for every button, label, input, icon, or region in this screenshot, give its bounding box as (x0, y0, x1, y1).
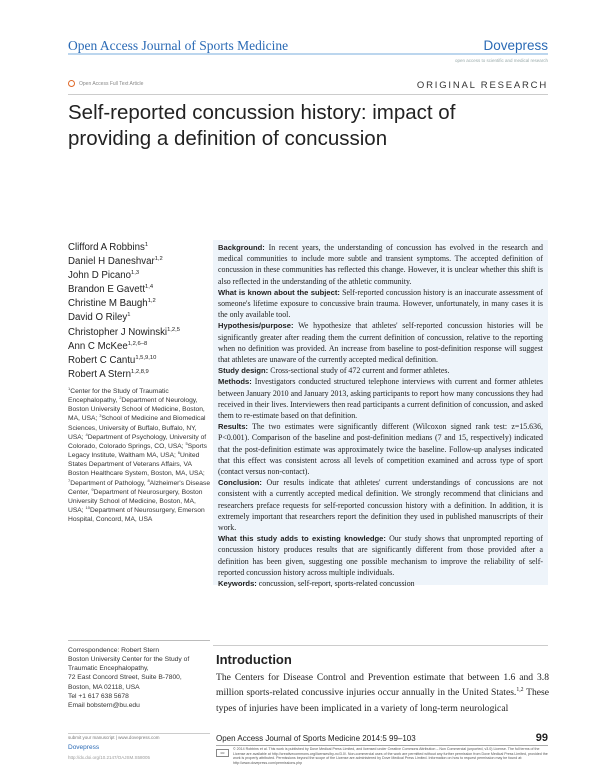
abstract-paragraph: Methods: Investigators conducted structured telephone interviews with current and former athletes between January 2010 and January 2013, asking participants to report how many concussions they had received in their lives. Interviewers then read participants a current definition of concussion, and asked them to re-estimate based on that definition. (218, 377, 543, 421)
open-access-label (68, 80, 143, 87)
author[interactable]: Brandon E Gavett$^{1,4}$ (68, 284, 154, 296)
correspondence (68, 646, 213, 710)
abstract-paragraph: What is known about the subject: Self-reported concussion history is an inaccurate assessment of someone's lifetime exposure to concussive brain trauma. However, unfortunately, in many cases it is the only available tool. (218, 287, 543, 320)
abstract-keywords: Keywords: concussion, self-report, sports-related concussion (218, 579, 415, 589)
correspondence-line: Tel +1 617 638 5678 (68, 692, 129, 700)
author[interactable]: Ann C McKee$^{1,2,6-8}$ (68, 340, 148, 352)
affiliations: $^1$Center for the Study of Traumatic Encephalopathy, $^2$Department of Neurology, Boston University School of Medicine, Boston, MA, USA; $^3$School of Medicine and Biomedical Sciences, University of Buffalo, Buffalo, NY, USA; $^4$Department of Psychology, University of Colorado, Colorado Springs, CO, USA; $^5$Sports Legacy Institute, Waltham MA, USA; $^6$United States Department of Veterans Affairs, VA Boston Healthcare System, Boston, MA, USA; $^7$Department of Pathology, $^8$Alzheimer's Disease Center, $^9$Department of Neurosurgery, Boston University School of Medicine, Boston, MA, USA; $^{10}$Department of Neurosurgery, Emerson Hospital, Concord, MA, USA (68, 385, 211, 524)
header-rule (68, 53, 548, 55)
publisher-logo[interactable]: Dovepress (483, 38, 548, 53)
author[interactable]: John D Picano$^{1,3}$ (68, 269, 140, 282)
page-number: 99 (535, 732, 548, 744)
author[interactable]: Robert A Stern$^{1,2,8,9}$ (68, 368, 149, 380)
author[interactable]: Christopher J Nowinski$^{1,2,5}$ (68, 326, 180, 338)
correspondence-label: Correspondence: Robert Stern (68, 647, 160, 654)
journal-name[interactable]: Open Access Journal of Sports Medicine (68, 38, 289, 53)
abstract-paragraph: What this study adds to existing knowledge: Our study shows that unprompted reporting of concussion history produces results that are significantly different from those provided after a definition has been given, suggesting one possible mechanism to improve the reliability of self-reported concussion history across multiple individuals. (218, 534, 544, 577)
author[interactable]: Daniel H Daneshvar$^{1,2}$ (68, 255, 163, 268)
correspondence-line: Boston, MA 02118, USA (68, 683, 140, 691)
author[interactable]: Clifford A Robbins$^1$ (68, 241, 149, 253)
correspondence-rule (68, 640, 210, 641)
footer-publisher-logo[interactable]: Dovepress (68, 744, 100, 751)
author[interactable]: David O Riley$^1$ (68, 312, 131, 324)
article-title: Self-reported concussion history: impact of providing a definition of concussion (68, 101, 456, 150)
introduction-paragraph: The Centers for Disease Control and Prevention estimate that between 1.6 and 3.8 million sports-related concussive injuries occur annually in the United States.$^{1,2}$ These types of injuries have been implicated in a variety of long-term neurological (216, 672, 549, 714)
citation-ref[interactable]: 1,2 (516, 687, 524, 694)
introduction-rule (213, 645, 548, 646)
footer-rule (216, 745, 548, 746)
creative-commons-icon[interactable]: cc (216, 749, 229, 757)
footer-citation: Open Access Journal of Sports Medicine 2014:5 99–103 (216, 734, 416, 743)
open-access-text: Open Access Full Text Article (79, 80, 144, 87)
abstract-paragraph: Background: In recent years, the understanding of concussion has evolved in the research and medical communities to include more subtle and transient symptoms. The accepted definition of concussion in these communities has reflected this change. However, it is unclear whether this shift is also reflected in the understanding of the athletic community. (218, 243, 543, 286)
publisher-tagline: open access to scientific and medical research (454, 58, 548, 63)
author[interactable]: Christine M Baugh$^{1,2}$ (68, 298, 156, 310)
author-list (68, 241, 180, 382)
submit-manuscript-link[interactable]: submit your manuscript | www.dovepress.com (68, 735, 160, 740)
open-access-icon (68, 80, 75, 87)
correspondence-email[interactable]: Email bobstern@bu.edu (68, 701, 140, 709)
introduction-heading: Introduction (216, 652, 292, 667)
abstract-paragraph: Study design: Cross-sectional study of 472 current and former athletes. (218, 366, 450, 376)
author[interactable]: Robert C Cantu$^{1,5,9,10}$ (68, 354, 157, 366)
section-type: ORIGINAL RESEARCH (416, 80, 548, 91)
doi-link[interactable]: http://dx.doi.org/10.2147/OAJSM.S58005 (68, 755, 151, 760)
correspondence-line: 72 East Concord Street, Suite B-7800, (68, 674, 182, 682)
abstract-paragraph: Results: The two estimates were significantly different (Wilcoxon signed rank test: z=15.636, P<0.001). Comparison of the baseline and post-definition medians (7 and 15, respectively) indicated that the post-definition estimate was approximately twice the baseline. Follow-up analyses indicated that this effect was consistent across all levels of competition examined and across type of sport (contact versus non-contact). (218, 422, 543, 477)
correspondence-line: Boston University Center for the Study of Traumatic Encephalopathy, (68, 656, 190, 673)
license-text: © 2014 Robbins et al. This work is published by Dove Medical Press Limited, and licensed under Creative Commons Attribution – Non Commercial (unported, v3.0) License. The full terms of the License are available at http://creativecommons.org/licenses/by-nc/3.0/. Non-commercial uses of the work are permitted without any further permission from Dove Medical Press Limited, provided the work is properly attributed. Permissions beyond the scope of the License are administered by Dove Medical Press Limited. Information on how to request permission may be found at: http://www.dovepress.com/permissions.php (233, 747, 548, 765)
abstract-paragraph: Hypothesis/purpose: We hypothesize that athletes' self-reported concussion histories will be significantly greater after reading them the current definition of concussion, relative to the reporting when no definition was provided. An increase from baseline to post-definition response will suggest that athletes are unaware of the currently accepted medical definition. (218, 321, 543, 365)
footer-left-rule (68, 733, 210, 734)
title-rule (68, 94, 548, 95)
abstract-box (213, 240, 548, 589)
abstract-paragraph: Conclusion: Our results indicate that athletes' current understandings of concussions are not consistent with a currently accepted medical definition. We strongly recommend that clinicians and researchers preface requests for self-reported concussion history with a definition. In addition, it is extremely important that researchers report the definition they used in published manuscripts of their work. (218, 478, 543, 533)
